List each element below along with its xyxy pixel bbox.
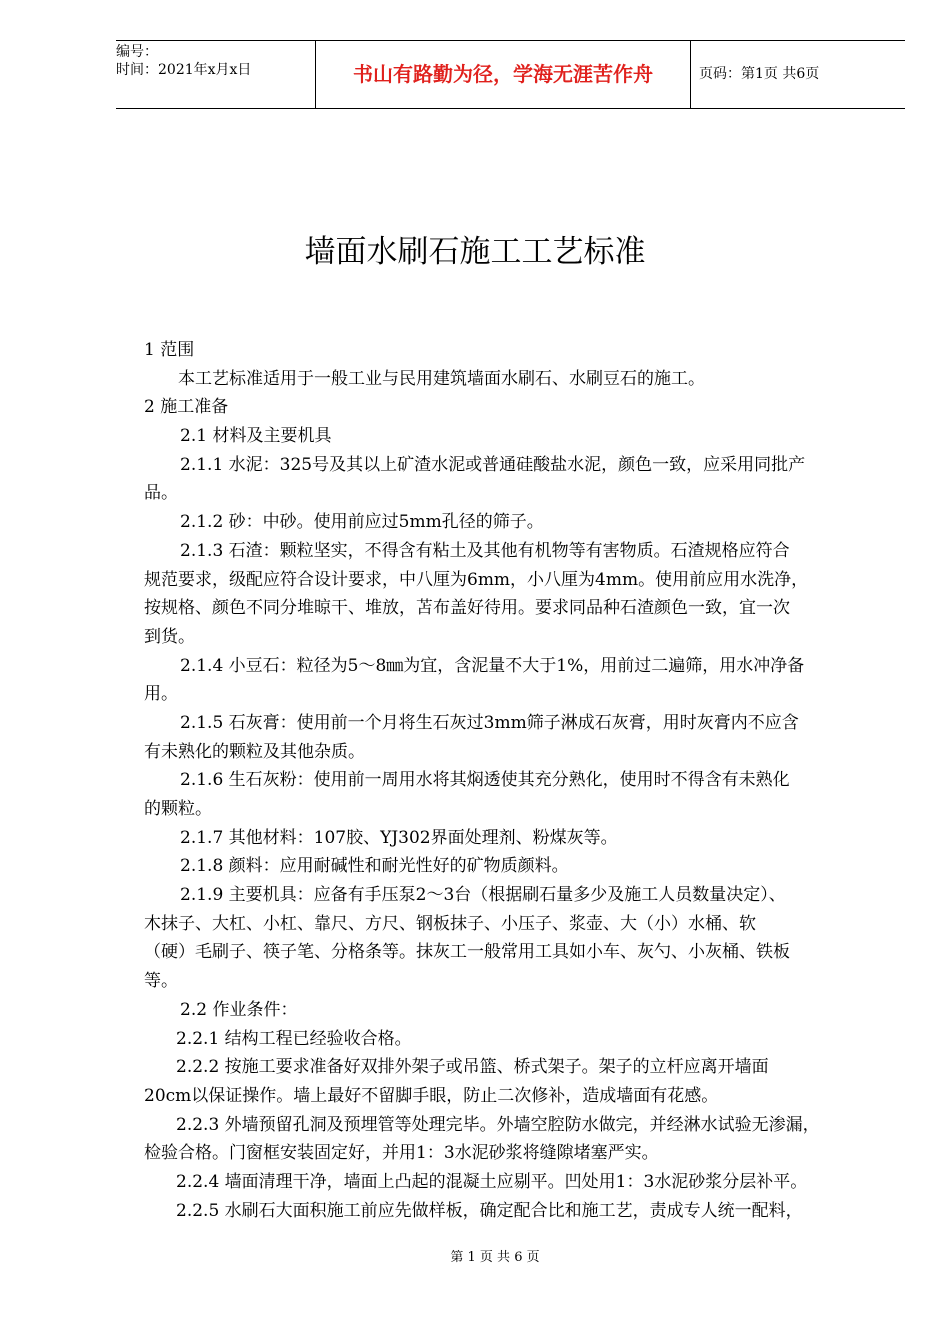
body-line: 2.2.3 外墙预留孔洞及预埋管等处理完毕。外墙空腔防水做完，并经淋水试验无渗漏， xyxy=(176,1114,820,1135)
body-line: 用。 xyxy=(144,684,178,705)
body-line: 规范要求，级配应符合设计要求，中八厘为6mm，小八厘为4mm。使用前应用水洗净， xyxy=(144,569,809,590)
body-line: 2.1.8 颜料：应用耐碱性和耐光性好的矿物质颜料。 xyxy=(180,856,569,877)
body-line: 1 范围 xyxy=(144,340,195,360)
body-line: 本工艺标准适用于一般工业与民用建筑墙面水刷石、水刷豆石的施工。 xyxy=(178,368,705,389)
body-line: 2.2.2 按施工要求准备好双排外架子或吊篮、桥式架子。架子的立杆应离开墙面 xyxy=(176,1057,769,1078)
body-line: 2.2 作业条件： xyxy=(180,999,298,1020)
body-line: 20cm以保证操作。墙上最好不留脚手眼，防止二次修补，造成墙面有花感。 xyxy=(144,1085,719,1106)
document-body xyxy=(144,336,884,1225)
header-meta xyxy=(116,41,315,110)
page-footer: 第 1 页 共 6 页 xyxy=(450,1250,540,1265)
doc-date: 时间：2021年x月x日 xyxy=(116,62,252,78)
body-line: 品。 xyxy=(144,483,178,504)
body-line: 的颗粒。 xyxy=(144,799,212,819)
body-line: 2.1.7 其他材料：107胶、YJ302界面处理剂、粉煤灰等。 xyxy=(180,827,618,848)
body-line: 2.1.2 砂：中砂。使用前应过5mm孔径的筛子。 xyxy=(180,512,544,533)
body-line: （硬）毛刷子、筷子笔、分格条等。抹灰工一般常用工具如小车、灰勺、小灰桶、铁板 xyxy=(144,942,790,963)
body-line: 检验合格。门窗框安装固定好，并用1：3水泥砂浆将缝隙堵塞严实。 xyxy=(144,1143,659,1164)
body-line: 2.1.6 生石灰粉：使用前一周用水将其焖透使其充分熟化，使用时不得含有未熟化 xyxy=(180,770,790,791)
body-line: 2.2.5 水刷石大面积施工前应先做样板，确定配合比和施工艺，责成专人统一配料， xyxy=(176,1200,803,1221)
body-line: 2 施工准备 xyxy=(144,397,229,418)
body-line: 等。 xyxy=(144,971,178,992)
body-line: 木抹子、大杠、小杠、靠尺、方尺、钢板抹子、小压子、浆壶、大（小）水桶、软 xyxy=(144,913,756,934)
body-line: 2.1.5 石灰膏：使用前一个月将生石灰过3mm筛子淋成石灰膏，用时灰膏内不应含 xyxy=(180,712,799,733)
body-line: 2.1.4 小豆石：粒径为5～8㎜为宜，含泥量不大于1%，用前过二遍筛，用水冲净备 xyxy=(180,655,805,676)
body-line: 2.1.1 水泥：325号及其以上矿渣水泥或普通硅酸盐水泥，颜色一致，应采用同批产 xyxy=(180,454,806,475)
body-line: 2.1.3 石渣：颗粒坚实，不得含有粘土及其他有机物等有害物质。石渣规格应符合 xyxy=(180,540,790,561)
doc-number-label: 编号： xyxy=(116,44,158,60)
body-line: 2.2.4 墙面清理干净，墙面上凸起的混凝土应剔平。凹处用1：3水泥砂浆分层补平。 xyxy=(176,1171,808,1192)
page-header xyxy=(116,40,905,109)
body-line: 2.1 材料及主要机具 xyxy=(180,426,332,447)
body-line: 2.1.9 主要机具：应备有手压泵2～3台（根据刷石量多少及施工人员数量决定）、 xyxy=(180,885,786,906)
body-line: 有未熟化的颗粒及其他杂质。 xyxy=(144,741,365,762)
document-title: 墙面水刷石施工工艺标准 xyxy=(304,234,646,270)
header-motto: 书山有路勤为径，学海无涯苦作舟 xyxy=(315,41,691,108)
header-page-info: 页码：第1页 共6页 xyxy=(699,66,820,82)
body-line: 2.2.1 结构工程已经验收合格。 xyxy=(176,1028,412,1049)
body-line: 按规格、颜色不同分堆晾干、堆放，苫布盖好待用。要求同品种石渣颜色一致，宜一次 xyxy=(144,598,790,619)
body-line: 到货。 xyxy=(144,626,195,647)
